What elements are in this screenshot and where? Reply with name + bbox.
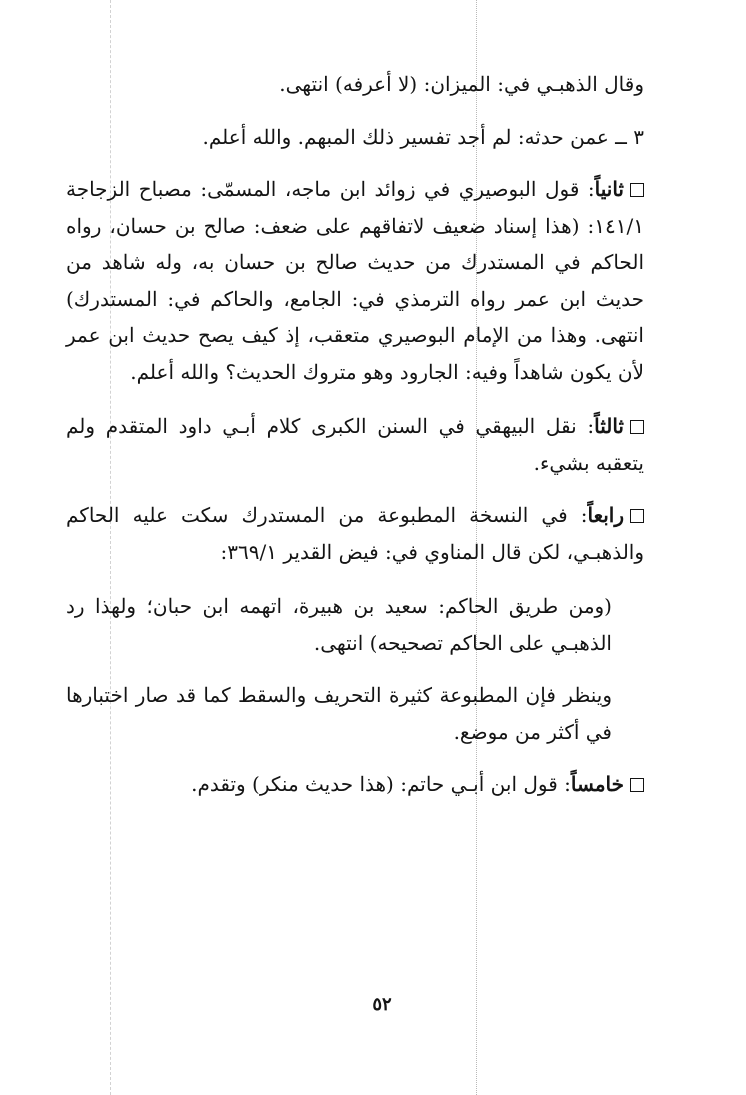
paragraph-text: وينظر فإن المطبوعة كثيرة التحريف والسقط كما قد صار اختبارها في أكثر من موضع. <box>66 683 612 744</box>
paragraph-text: وقال الذهبـي في: الميزان: (لا أعرفه) انتهى. <box>279 72 644 96</box>
section-label: ثالثاً <box>594 414 624 438</box>
paragraph-munawi-quote <box>66 588 678 661</box>
paragraph-printed-edition-note <box>66 677 678 750</box>
paragraph-secondly <box>66 171 678 390</box>
paragraph-point-3 <box>66 119 678 156</box>
paragraph-text: : قول ابن أبـي حاتم: (هذا حديث منكر) وتقدم. <box>191 772 571 796</box>
paragraph-text: ٣ ــ عمن حدثه: لم أجد تفسير ذلك المبهم. والله أعلم. <box>202 124 644 149</box>
paragraph-text: (ومن طريق الحاكم: سعيد بن هبيرة، اتهمه ابن حبان؛ ولهذا رد الذهبـي على الحاكم تصحيحه) انتهى. <box>66 594 612 655</box>
section-label: خامساً <box>570 772 624 796</box>
checkbox-bullet-icon <box>630 509 644 523</box>
paragraph-fifthly <box>66 766 678 803</box>
paragraph-dhahabi-quote <box>66 66 678 103</box>
page-number: ٥٢ <box>372 994 392 1015</box>
paragraph-fourthly <box>66 497 678 570</box>
checkbox-bullet-icon <box>630 183 644 197</box>
paragraph-text: : قول البوصيري في زوائد ابن ماجه، المسمّى: مصباح الزجاجة ١٤١/١: (هذا إسناد ضعيف لاتفاقهم على ضعف: صالح بن حسان، رواه الحاكم في المستدرك من حديث صالح بن حسان به، وله شاهد من حديث ابن عمر رواه الترمذي في: الجامع، والحاكم في: المستدرك) انتهى. وهذا من الإمام البوصيري متعقب، إذ كيف يصح حديث ابن عمر لأن يكون شاهداً وفيه: الجارود وهو متروك الحديث؟ والله أعلم. <box>66 177 644 384</box>
paragraph-thirdly <box>66 408 678 481</box>
book-page-body <box>66 66 678 819</box>
paragraph-text: : في النسخة المطبوعة من المستدرك سكت عليه الحاكم والذهبـي، لكن قال المناوي في: فيض القدير ٣٦٩/١: <box>66 503 644 564</box>
checkbox-bullet-icon <box>630 420 644 434</box>
section-label: ثانياً <box>594 177 624 201</box>
paragraph-text: : نقل البيهقي في السنن الكبرى كلام أبـي داود المتقدم ولم يتعقبه بشيء. <box>66 414 644 475</box>
checkbox-bullet-icon <box>630 778 644 792</box>
section-label: رابعاً <box>587 503 624 527</box>
